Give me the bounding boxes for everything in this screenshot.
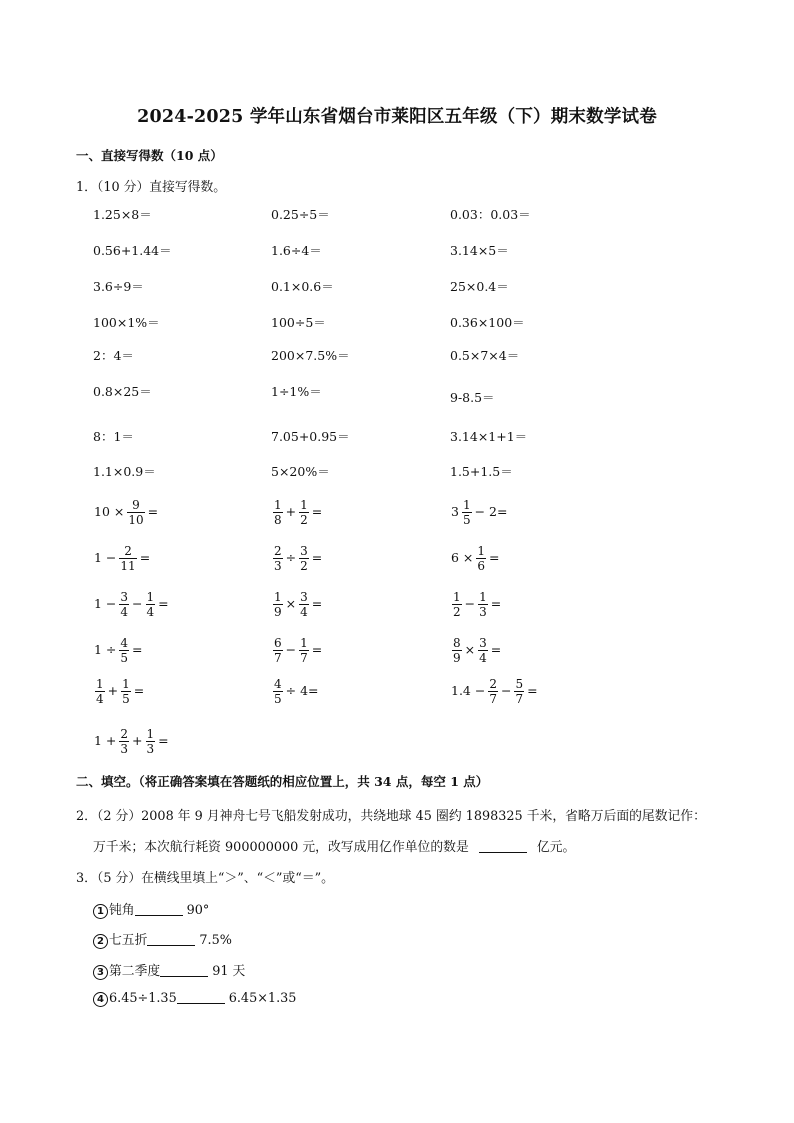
exam-title: 2024-2025 学年山东省烟台市莱阳区五年级（下）期末数学试卷 [137, 107, 657, 127]
calc-text: 10 × [94, 504, 125, 520]
calc-text: = [158, 596, 169, 612]
calc-text: = [311, 596, 323, 612]
denominator: 7 [515, 692, 524, 706]
calc-item: 100÷5＝ [271, 315, 326, 330]
fraction [95, 678, 105, 705]
denominator: 10 [128, 513, 144, 527]
calc-item: 7.05+0.95＝ [271, 429, 350, 444]
fraction-calc-item [93, 678, 145, 705]
fraction-calc-item [93, 499, 159, 526]
calc-text: ÷ 4= [285, 683, 319, 699]
numerator: 1 [274, 590, 282, 604]
denominator: 4 [300, 605, 308, 619]
question-2-text-b: 亿元。 [536, 840, 576, 855]
calc-item: 5×20%＝ [271, 464, 330, 479]
numerator: 3 [479, 636, 487, 650]
calc-text: = [311, 642, 323, 658]
calc-text: × [285, 596, 297, 612]
denominator: 2 [453, 605, 461, 619]
comparison-right: 6.45×1.35 [228, 991, 297, 1006]
calc-text: = [490, 596, 502, 612]
numerator: 1 [462, 498, 471, 512]
fraction [119, 545, 136, 572]
calc-text: 3 [451, 504, 459, 520]
calc-item: 25×0.4＝ [450, 279, 509, 294]
calc-text: = [139, 550, 151, 566]
fraction [119, 637, 129, 664]
denominator: 4 [146, 605, 155, 619]
fraction [514, 678, 524, 705]
section-1-heading: 一、直接写得数（10 点） [76, 148, 223, 163]
calc-text: = [311, 550, 323, 566]
calc-text: = [132, 642, 143, 658]
calc-item: 1.1×0.9＝ [93, 464, 156, 479]
calc-item: 9-8.5＝ [450, 390, 495, 405]
numerator: 2 [119, 545, 136, 559]
fraction-calc-item [450, 499, 508, 526]
denominator: 5 [274, 692, 282, 706]
numerator: 4 [274, 677, 282, 691]
numerator: 1 [300, 636, 308, 650]
numerator: 1 [300, 498, 308, 512]
fraction-calc-item [93, 728, 170, 755]
calc-item: 0.8×25＝ [93, 384, 152, 399]
calc-text: − [464, 596, 476, 612]
numerator: 1 [479, 590, 487, 604]
calc-item: 1.5+1.5＝ [450, 464, 513, 479]
fraction [452, 591, 462, 618]
calc-item: 0.5×7×4＝ [450, 348, 520, 363]
numerator: 1 [477, 544, 486, 558]
denominator: 8 [274, 513, 282, 527]
denominator: 2 [300, 559, 308, 573]
calc-text: 1.4 − [451, 683, 486, 699]
calc-item: 100×1%＝ [93, 315, 160, 330]
denominator: 3 [146, 742, 155, 756]
denominator: 6 [477, 559, 486, 573]
fraction [146, 591, 156, 618]
fraction [273, 591, 283, 618]
calc-text: − [285, 642, 297, 658]
fraction-calc-item [93, 545, 151, 572]
fraction-calc-item [271, 499, 323, 526]
comparison-item [93, 960, 245, 980]
comparison-right: 90° [186, 903, 210, 918]
calc-text: 1 − [94, 596, 117, 612]
calc-item: 1÷1%＝ [271, 384, 322, 399]
denominator: 7 [300, 651, 308, 665]
circled-number: 3 [93, 965, 108, 980]
numerator: 2 [274, 544, 282, 558]
calc-text: × [464, 642, 476, 658]
denominator: 4 [96, 692, 104, 706]
numerator: 1 [274, 498, 282, 512]
comparison-left: 6.45÷1.35 [109, 991, 177, 1006]
calc-item: 0.56+1.44＝ [93, 243, 172, 258]
fraction-calc-item [93, 637, 144, 664]
denominator: 9 [274, 605, 282, 619]
calc-text: = [489, 550, 500, 566]
denominator: 11 [120, 559, 136, 573]
fraction [273, 545, 283, 572]
calc-text: = [158, 733, 169, 749]
comparison-left: 钝角 [109, 903, 135, 918]
calc-item: 1.25×8＝ [93, 207, 152, 222]
denominator: 3 [274, 559, 282, 573]
numerator: 4 [120, 636, 129, 650]
comparison-right: 91 天 [212, 964, 246, 979]
fraction-calc-item [271, 545, 323, 572]
calc-text: = [311, 504, 323, 520]
calc-text: + [132, 733, 143, 749]
calc-text: = [490, 642, 502, 658]
fraction [299, 545, 309, 572]
denominator: 7 [274, 651, 282, 665]
denominator: 3 [120, 742, 129, 756]
calc-text: = [527, 683, 538, 699]
numerator: 5 [515, 677, 524, 691]
comparison-item [93, 929, 232, 949]
answer-blank[interactable] [160, 964, 208, 977]
fraction [127, 499, 144, 526]
circled-number: 1 [93, 904, 108, 919]
fraction-calc-item [93, 591, 170, 618]
fraction [273, 499, 283, 526]
denominator: 4 [479, 651, 487, 665]
numerator: 3 [300, 590, 308, 604]
fraction [488, 678, 498, 705]
calc-item: 0.36×100＝ [450, 315, 525, 330]
answer-blank[interactable] [147, 933, 195, 946]
calc-text: 1 ÷ [94, 642, 117, 658]
fraction [299, 637, 309, 664]
fraction [476, 545, 486, 572]
calc-item: 2：4＝ [93, 348, 134, 363]
fraction [273, 678, 283, 705]
calc-item: 3.14×1+1＝ [450, 429, 528, 444]
calc-text: − [500, 683, 512, 699]
calc-text: + [285, 504, 297, 520]
fraction [273, 637, 283, 664]
calc-text: ÷ [285, 550, 297, 566]
denominator: 5 [120, 651, 129, 665]
calc-item: 200×7.5%＝ [271, 348, 350, 363]
comparison-item [93, 991, 296, 1007]
numerator: 1 [146, 590, 155, 604]
fraction [299, 591, 309, 618]
calc-item: 0.03：0.03＝ [450, 207, 531, 222]
calc-item: 0.25÷5＝ [271, 207, 330, 222]
question-2-text-a: 万千米；本次航行耗资 900000000 元，改写成用亿作单位的数是 [93, 840, 469, 855]
circled-number: 4 [93, 992, 108, 1007]
question-2-line-1: 2．（2 分）2008 年 9 月神舟七号飞船发射成功，共绕地球 45 圈约 1898325 千米，省略万后面的尾数记作： [76, 809, 706, 824]
calc-item: 0.1×0.6＝ [271, 279, 334, 294]
comparison-left: 第二季度 [109, 964, 161, 979]
calc-text: = [147, 504, 159, 520]
comparison-right: 7.5% [199, 933, 232, 948]
calc-text: + [107, 683, 119, 699]
fraction [299, 499, 309, 526]
question-1-stem: 1．（10 分）直接写得数。 [76, 180, 227, 195]
fraction [478, 637, 488, 664]
denominator: 3 [479, 605, 487, 619]
denominator: 7 [489, 692, 497, 706]
denominator: 5 [462, 513, 471, 527]
circled-number: 2 [93, 934, 108, 949]
fraction [462, 499, 472, 526]
denominator: 2 [300, 513, 308, 527]
calc-item: 3.14×5＝ [450, 243, 509, 258]
calc-text: = [133, 683, 145, 699]
numerator: 1 [146, 727, 155, 741]
numerator: 1 [122, 677, 130, 691]
denominator: 9 [453, 651, 461, 665]
numerator: 3 [300, 544, 308, 558]
question-3-stem: 3．（5 分）在横线里填上“＞”、“＜”或“＝”。 [76, 871, 334, 886]
numerator: 8 [453, 636, 461, 650]
fraction-calc-item [450, 591, 502, 618]
fraction-calc-item [450, 545, 501, 572]
answer-blank[interactable] [177, 991, 225, 1004]
calc-item: 3.6÷9＝ [93, 279, 144, 294]
numerator: 1 [453, 590, 461, 604]
calc-text: 1 + [94, 733, 117, 749]
calc-item: 1.6÷4＝ [271, 243, 322, 258]
fraction [119, 591, 129, 618]
denominator: 5 [122, 692, 130, 706]
numerator: 2 [120, 727, 129, 741]
answer-blank[interactable] [479, 840, 527, 853]
answer-blank[interactable] [135, 903, 183, 916]
fraction-calc-item [271, 637, 323, 664]
fraction-calc-item [271, 678, 320, 705]
fraction [119, 728, 129, 755]
fraction [121, 678, 131, 705]
calc-text: 1 − [94, 550, 117, 566]
calc-text: − 2= [474, 504, 508, 520]
fraction-calc-item [450, 637, 502, 664]
calc-item: 8：1＝ [93, 429, 134, 444]
comparison-left: 七五折 [109, 933, 148, 948]
fraction [146, 728, 156, 755]
denominator: 4 [120, 605, 129, 619]
numerator: 6 [274, 636, 282, 650]
fraction-calc-item [271, 591, 323, 618]
numerator: 9 [127, 499, 144, 513]
fraction [452, 637, 462, 664]
numerator: 1 [96, 677, 104, 691]
fraction-calc-item [450, 678, 539, 705]
numerator: 2 [489, 677, 497, 691]
fraction [478, 591, 488, 618]
comparison-item [93, 899, 209, 919]
calc-text: 6 × [451, 550, 474, 566]
calc-text: − [132, 596, 143, 612]
question-2-line-2 [93, 836, 575, 855]
section-2-heading: 二、填空。（将正确答案填在答题纸的相应位置上，共 34 点，每空 1 点） [76, 774, 489, 789]
numerator: 3 [120, 590, 129, 604]
